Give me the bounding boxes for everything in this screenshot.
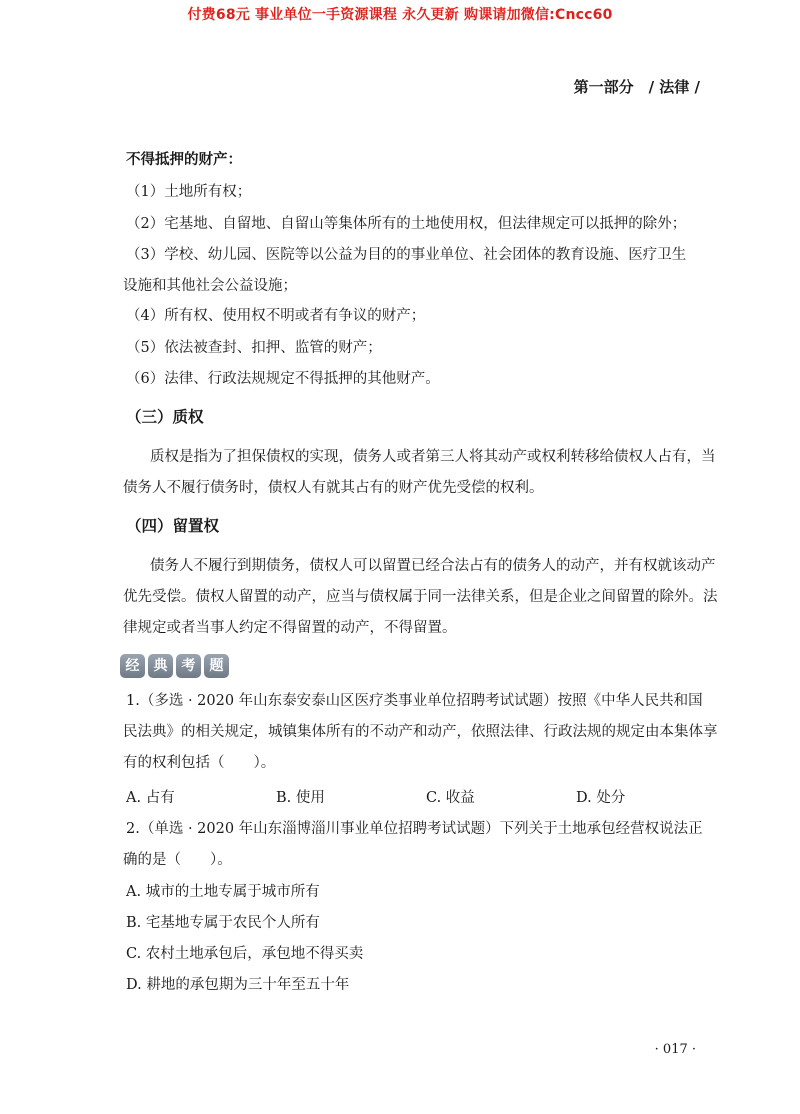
badge-char: 经 [120,654,145,678]
question-2-line: 确的是（ ）。 [123,852,232,868]
paragraph-line: 律规定或者当事人约定不得留置的动产，不得留置。 [123,620,457,636]
question-1-line: 1.（多选 · 2020 年山东泰安泰山区医疗类事业单位招聘考试试题）按照《中华人民共和国 [126,693,703,709]
running-head: 第一部分 / 法律 / [573,78,700,96]
badge-char: 考 [176,654,201,678]
watermark-banner: 付费68元 事业单位一手资源课程 永久更新 购课请加微信:Cncc60 [187,7,613,23]
paragraph-line: 优先受偿。债权人留置的动产，应当与债权属于同一法律关系，但是企业之间留置的除外。法 [123,589,718,605]
page-number: · 017 · [654,1042,696,1057]
list-item: （5）依法被查封、扣押、监管的财产； [126,340,382,356]
question-1-line: 民法典》的相关规定，城镇集体所有的不动产和动产，依照法律、行政法规的规定由本集体享 [123,724,718,740]
list-item: （6）法律、行政法规规定不得抵押的其他财产。 [126,371,440,387]
list-item: （4）所有权、使用权不明或者有争议的财产； [126,308,426,324]
question-1-option-d: D. 处分 [576,790,626,806]
classic-exam-questions-badge [120,654,229,678]
paragraph-line: 债务人不履行债务时，债权人有就其占有的财产优先受偿的权利。 [123,480,544,496]
question-1-option-a: A. 占有 [126,790,175,806]
list-item: （3）学校、幼儿园、医院等以公益为目的的事业单位、社会团体的教育设施、医疗卫生 [126,247,687,263]
question-1-option-b: B. 使用 [276,790,325,806]
list-item: 设施和其他社会公益设施； [123,278,297,294]
paragraph-line: 债务人不履行到期债务，债权人可以留置已经合法占有的债务人的动产，并有权就该动产 [150,558,716,574]
section-heading-lien: （四）留置权 [126,517,220,535]
list-item: （2）宅基地、自留地、自留山等集体所有的土地使用权，但法律规定可以抵押的除外； [126,216,687,232]
question-1-line: 有的权利包括（ ）。 [123,755,276,771]
badge-char: 典 [148,654,173,678]
question-2-option-d: D. 耕地的承包期为三十年至五十年 [126,977,350,993]
question-2-option-b: B. 宅基地专属于农民个人所有 [126,915,320,931]
question-2-line: 2.（单选 · 2020 年山东淄博淄川事业单位招聘考试试题）下列关于土地承包经营权说法正 [126,821,703,837]
section-heading-pledge: （三）质权 [126,408,204,426]
list-item: （1）土地所有权； [126,184,252,200]
non-mortgage-title: 不得抵押的财产： [126,152,242,168]
badge-char: 题 [204,654,229,678]
question-2-option-c: C. 农村土地承包后，承包地不得买卖 [126,946,364,962]
question-2-option-a: A. 城市的土地专属于城市所有 [126,884,320,900]
question-1-option-c: C. 收益 [426,790,475,806]
paragraph-line: 质权是指为了担保债权的实现，债务人或者第三人将其动产或权利转移给债权人占有，当 [150,449,716,465]
